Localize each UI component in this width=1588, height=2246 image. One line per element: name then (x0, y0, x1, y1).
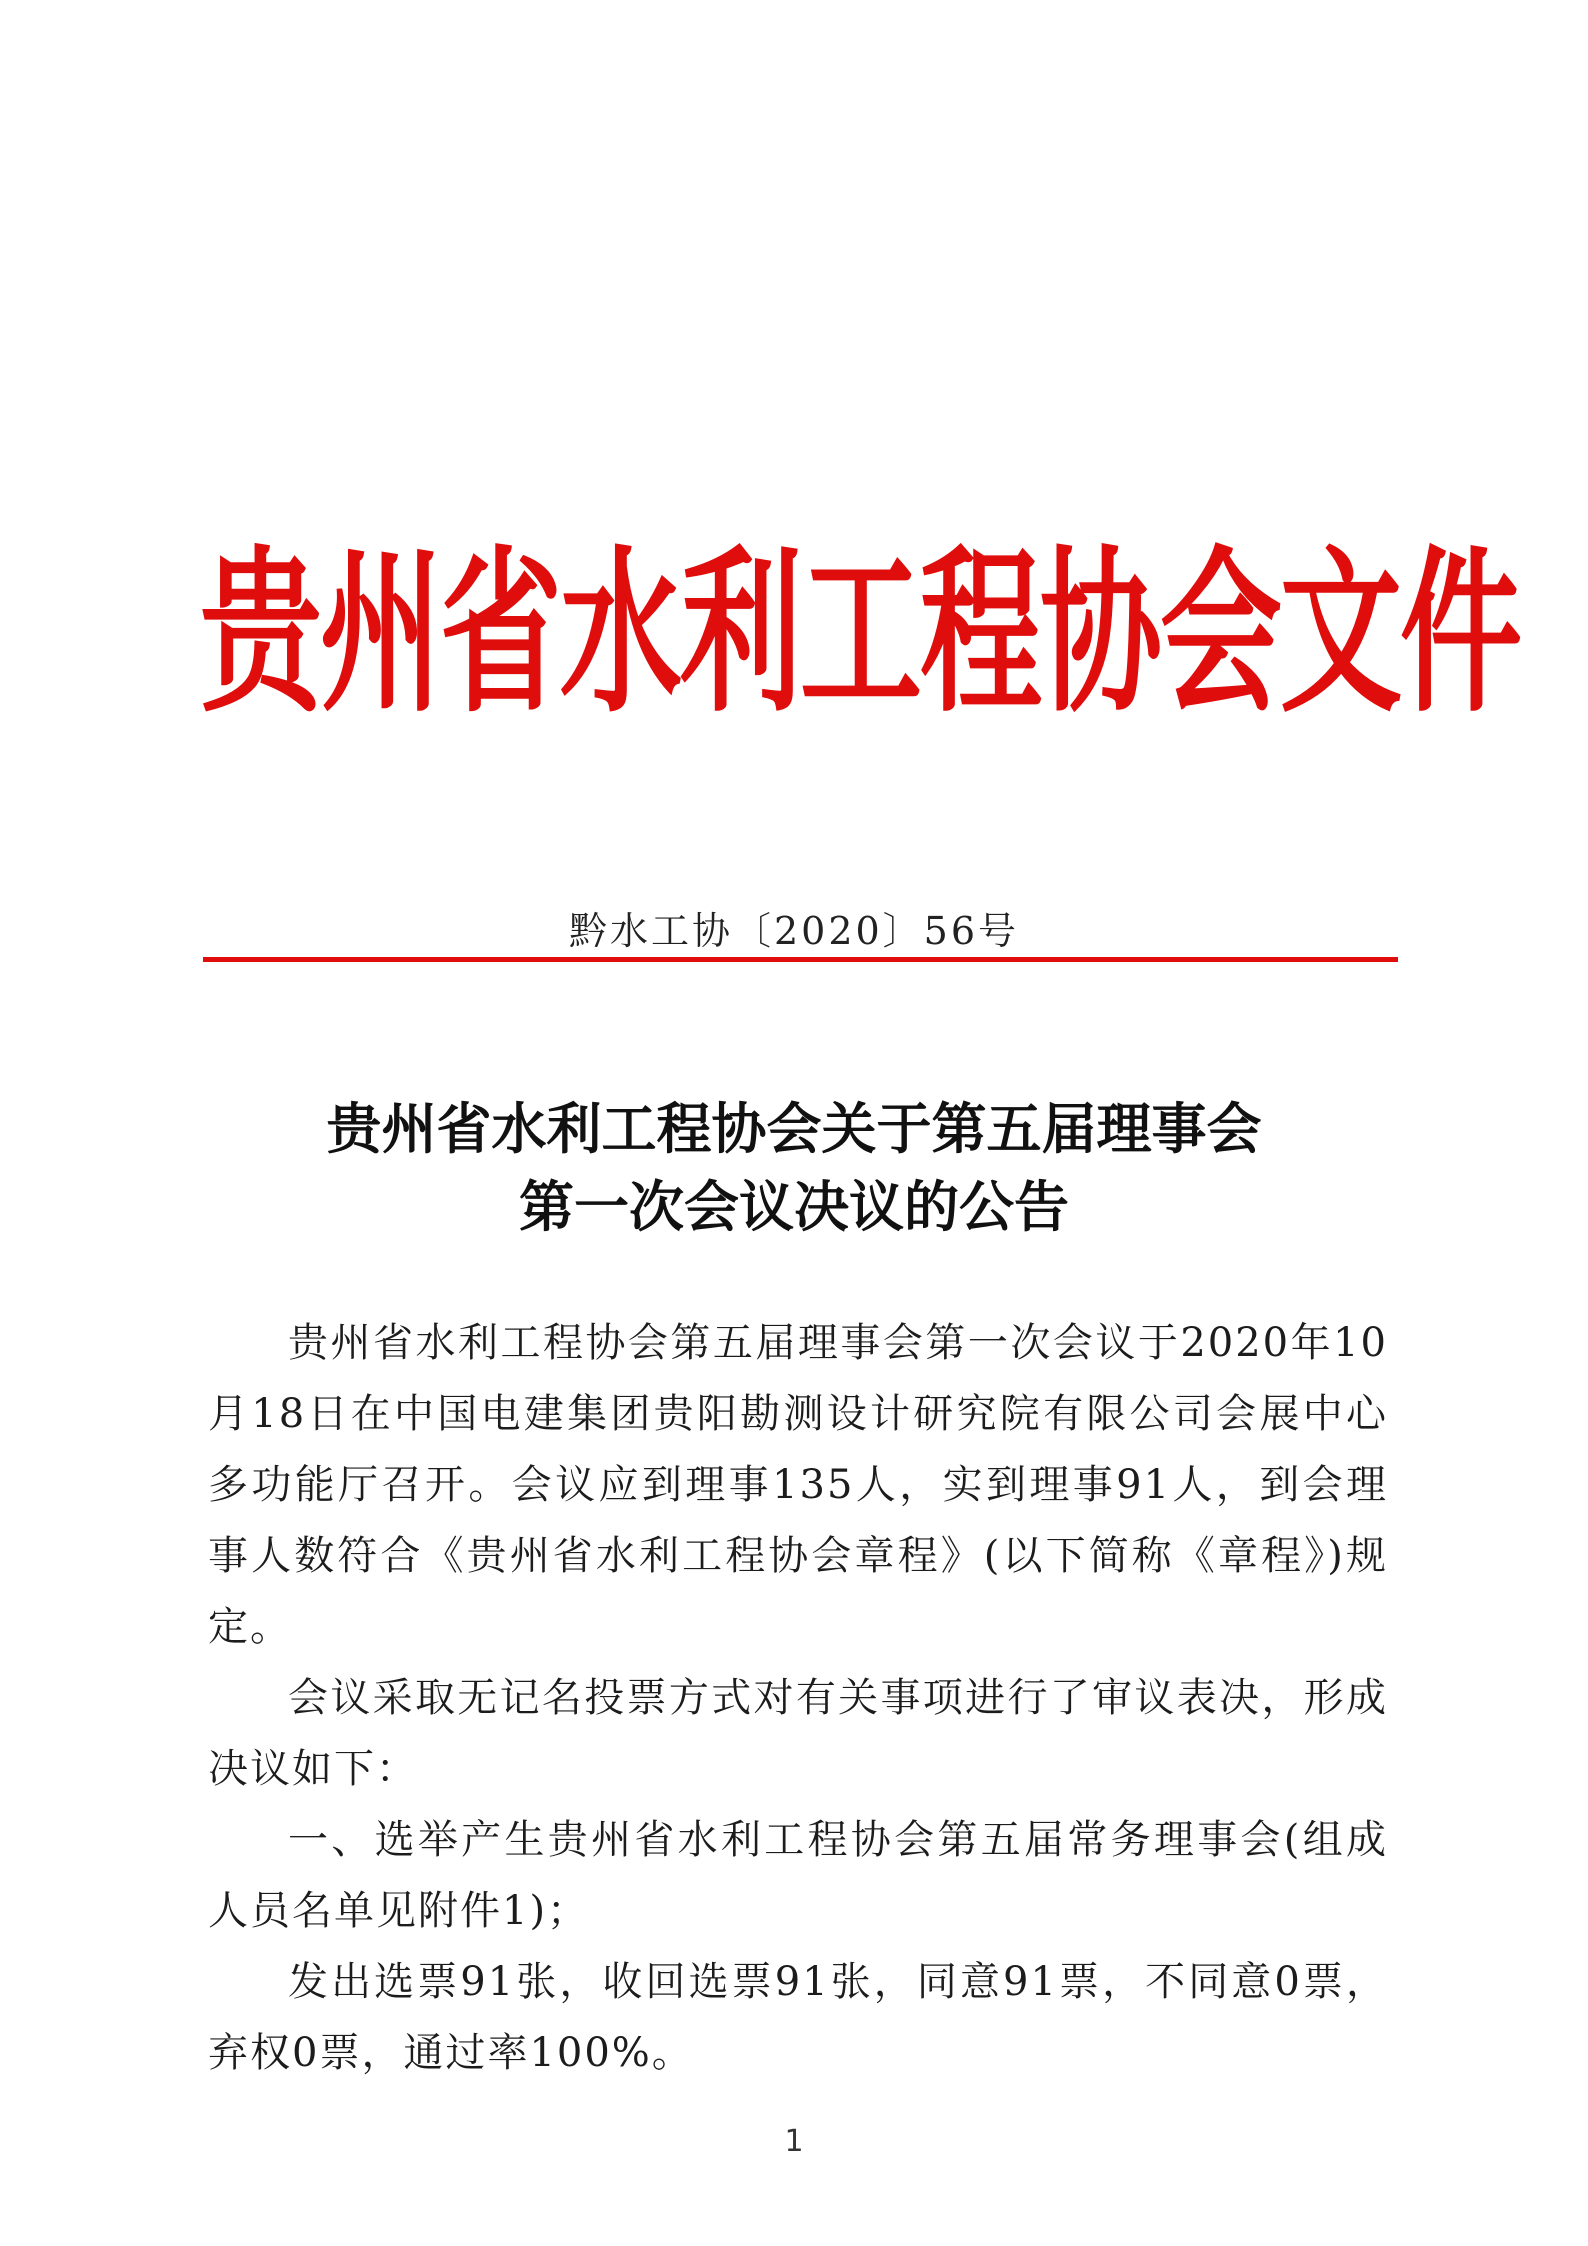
paragraph-vote-result: 发出选票91张，收回选票91张，同意91票，不同意0票，弃权0票，通过率100%。 (208, 1959, 1388, 2076)
notice-title-line-2: 第一次会议决议的公告 (518, 1174, 1069, 1239)
paragraph-meeting-info: 贵州省水利工程协会第五届理事会第一次会议于2020年10月18日在中国电建集团贵阳勘测设计研究院有限公司会展中心多功能厅召开。会议应到理事135人，实到理事91人，到会理事人数符合《贵州省水利工程协会章程》(以下简称《章程》)规定。 (208, 1320, 1388, 1650)
paragraph-voting-method: 会议采取无记名投票方式对有关事项进行了审议表决，形成决议如下： (208, 1675, 1388, 1792)
masthead-title: 贵州省水利工程协会文件 (200, 530, 1520, 737)
paragraph-resolution-1: 一、选举产生贵州省水利工程协会第五届常务理事会(组成人员名单见附件1)； (208, 1817, 1388, 1934)
notice-title-line-1: 贵州省水利工程协会关于第五届理事会 (326, 1096, 1262, 1161)
document-number: 黔水工协〔2020〕56号 (568, 909, 1020, 953)
red-divider-line (203, 957, 1398, 962)
page-number: 1 (784, 2124, 804, 2159)
body-text (208, 1308, 1388, 2089)
notice-title (0, 1090, 1588, 1246)
